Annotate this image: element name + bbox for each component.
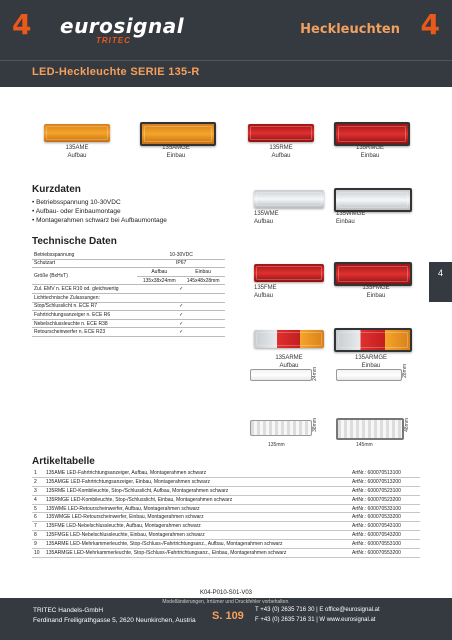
tech-table <box>32 251 225 337</box>
kurzdaten-heading: Kurzdaten <box>32 184 81 195</box>
lamp-caption: 135ARMGE Einbau <box>354 355 387 369</box>
table-row: 7 135FME LED-Nebelschlussleuchte, Aufbau, Montagerahmen schwarz ArtNr.: 600070543100 <box>32 522 420 531</box>
dim-width-aufbau: 135mm <box>268 442 285 448</box>
table-row: Größe (BxHxT) Aufbau Einbau <box>32 268 225 277</box>
lamp-135amge <box>140 122 216 146</box>
table-row: 2 135AMGE LED-Fahrtrichtungsanzeiger, Einbau, Montagerahmen schwarz ArtNr.: 600070513200 <box>32 477 420 486</box>
side-view-aufbau <box>250 369 312 381</box>
lamp-135armge <box>334 328 412 352</box>
lamp-135rmge <box>334 122 410 146</box>
section-title: Heckleuchten <box>300 22 400 37</box>
lamp-135wmge <box>334 188 412 212</box>
lamp-caption: 135AME Aufbau <box>65 145 89 159</box>
list-item: • Montagerahmen schwarz bei Aufbaumontage <box>32 216 167 225</box>
front-view-einbau <box>336 418 404 440</box>
table-row: 5 135WME LED-Retourscheinwerfer, Aufbau, Montagerahmen schwarz ArtNr.: 600070533100 <box>32 504 420 513</box>
lamp-caption: 135FME Aufbau <box>254 285 277 299</box>
document-reference: K04-P010-S01-V03 <box>199 590 253 596</box>
footer-address: Ferdinand Freiligrathgasse 5, 2620 Neunkirchen, Austria <box>33 617 196 624</box>
lamp-135fme <box>254 264 324 282</box>
dim-width-einbau: 145mm <box>356 442 373 448</box>
table-row: 8 135FMGE LED-Nebelschlussleuchte, Einbau, Montagerahmen schwarz ArtNr.: 600070543200 <box>32 531 420 540</box>
lamp-caption: 135AMGE Einbau <box>162 145 190 159</box>
product-title: LED-Heckleuchte SERIE 135-R <box>32 66 200 78</box>
table-row: Lichttechnische Zulassungen: <box>32 293 225 302</box>
table-row: 9 135ARME LED-Mehrkammerleuchte, Stop-/Schluss-/Fahrtrichtungsanz., Aufbau, Montagerahmen schwarz ArtNr.: 600070553100 <box>32 540 420 549</box>
table-row: 6 135WMGE LED-Retourscheinwerfer, Einbau, Montagerahmen schwarz ArtNr.: 600070533200 <box>32 513 420 522</box>
lamp-caption: 135WME Aufbau <box>254 211 279 225</box>
product-title-bar <box>0 60 452 87</box>
page-number-left: 4 <box>12 8 32 41</box>
lamp-135arme <box>254 330 324 348</box>
dim-height-einbau: 48mm <box>404 418 410 432</box>
list-item: • Betriebsspannung 10-30VDC <box>32 198 167 207</box>
table-row: Zul. EMV n. ECE R10 od. gleichwertig ✓ <box>32 285 225 294</box>
table-row: 135x38x24mm 145x48x28mm <box>32 276 225 285</box>
page-footer <box>0 598 452 640</box>
footer-company: TRITEC Handels-GmbH <box>33 607 104 614</box>
tech-heading: Technische Daten <box>32 236 117 247</box>
table-row: Schutzart IP67 <box>32 259 225 268</box>
table-row: 10 135ARMGE LED-Mehrkammerleuchte, Stop-/Schluss-/Fahrtrichtungsanz., Einbau, Montagerahmen schwarz ArtNr.: 600070553200 <box>32 549 420 558</box>
dim-depth-aufbau: 24mm <box>312 367 318 381</box>
table-row: Fahrtrichtungsanzeiger n. ECE R6 ✓ <box>32 311 225 320</box>
table-row: Stop/Schlusslicht n. ECE R7 ✓ <box>32 302 225 311</box>
lamp-135ame <box>44 124 110 142</box>
table-row: 4 135RMGE LED-Kombileuchte, Stop-/Schlusslicht, Einbau, Montagerahmen schwarz ArtNr.: 600070523200 <box>32 495 420 504</box>
table-row: 1 135AME LED-Fahrtrichtungsanzeiger, Aufbau, Montagerahmen schwarz ArtNr.: 600070513100 <box>32 469 420 477</box>
dim-depth-einbau: 28mm <box>402 364 408 378</box>
table-row: 3 135RME LED-Kombileuchte, Stop-/Schlusslicht, Aufbau, Montagerahmen schwarz ArtNr.: 600070523100 <box>32 486 420 495</box>
chapter-tab: 4 <box>429 262 452 302</box>
page-number-right: 4 <box>420 8 440 41</box>
footer-page-number: S. 109 <box>212 610 244 622</box>
footer-fax-web: F +43 (0) 2635 716 31 | W www.eurosignal.at <box>255 617 376 623</box>
lamp-135rme <box>248 124 314 142</box>
lamp-caption: 135FMGE Einbau <box>362 285 390 299</box>
list-item: • Aufbau- oder Einbaumontage <box>32 207 167 216</box>
table-row: Retourscheinwerfer n. ECE R23 ✓ <box>32 328 225 337</box>
dim-height-aufbau: 38mm <box>312 418 318 432</box>
lamp-caption: 135RME Aufbau <box>269 145 293 159</box>
brand-logo: eurosignal <box>60 14 185 38</box>
table-row: Nebelschlussleuchte n. ECE R38 ✓ <box>32 319 225 328</box>
kurzdaten-list <box>32 198 167 225</box>
article-table <box>32 469 420 558</box>
brand-sub: TRITEC <box>96 36 131 45</box>
lamp-caption: 135ARME Aufbau <box>275 355 303 369</box>
page-header <box>0 0 452 60</box>
footer-phone-email: T +43 (0) 2635 716 30 | E office@eurosignal.at <box>255 607 380 613</box>
disclaimer: Modelländerungen, Irrtümer und Druckfehler vorbehalten. <box>162 599 290 605</box>
front-view-aufbau <box>250 420 312 436</box>
side-view-einbau <box>336 369 402 381</box>
article-table-heading: Artikeltabelle <box>32 456 95 467</box>
lamp-135wme <box>254 190 324 208</box>
lamp-caption: 135RMGE Einbau <box>355 145 384 159</box>
table-row: Betriebsspannung 10-30VDC <box>32 251 225 259</box>
lamp-caption: 135WMGE Einbau <box>336 211 366 225</box>
lamp-135fmge <box>334 262 412 286</box>
